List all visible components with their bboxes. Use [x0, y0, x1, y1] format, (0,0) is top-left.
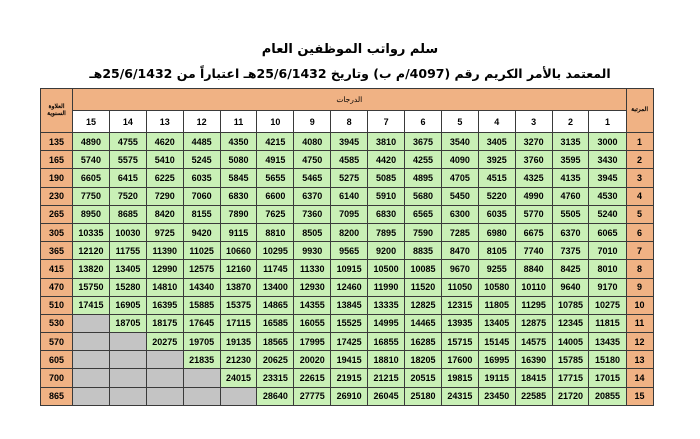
salary-cell: 9255: [478, 260, 515, 278]
salary-cell: 20020: [294, 351, 331, 369]
rank-cell: 3: [626, 169, 653, 187]
allowance-cell: 190: [41, 169, 73, 187]
salary-cell: 4990: [515, 187, 552, 205]
salary-cell: 14355: [294, 296, 331, 314]
salary-cell: 5080: [220, 151, 257, 169]
allowance-cell: 265: [41, 205, 73, 223]
salary-cell: 16995: [478, 351, 515, 369]
salary-cell: 11295: [515, 296, 552, 314]
salary-cell: 8420: [146, 205, 183, 223]
salary-cell: 4255: [405, 151, 442, 169]
salary-cell: 21915: [331, 369, 368, 387]
salary-cell: 10785: [552, 296, 589, 314]
empty-cell: [146, 369, 183, 387]
salary-cell: 13870: [220, 278, 257, 296]
salary-cell: 6370: [294, 187, 331, 205]
salary-cell: 15715: [441, 333, 478, 351]
salary-cell: 12160: [220, 260, 257, 278]
rank-cell: 14: [626, 369, 653, 387]
salary-cell: 19705: [183, 333, 220, 351]
salary-cell: 21835: [183, 351, 220, 369]
table-row: [41, 333, 654, 351]
salary-cell: 4530: [589, 187, 626, 205]
salary-cell: 3405: [478, 133, 515, 151]
salary-cell: 7010: [589, 242, 626, 260]
salary-cell: 3675: [405, 133, 442, 151]
salary-cell: 5505: [552, 205, 589, 223]
salary-cell: 28640: [257, 387, 294, 405]
salary-cell: 6035: [478, 205, 515, 223]
salary-cell: 7890: [220, 205, 257, 223]
salary-cell: 15375: [220, 296, 257, 314]
salary-cell: 6140: [331, 187, 368, 205]
table-row: [41, 296, 654, 314]
salary-cell: 16390: [515, 351, 552, 369]
grade-number-cell: 11: [220, 111, 257, 133]
salary-cell: 10335: [73, 223, 110, 241]
grade-number-cell: 6: [405, 111, 442, 133]
salary-cell: 12990: [146, 260, 183, 278]
salary-cell: 4515: [478, 169, 515, 187]
table-row: [41, 369, 654, 387]
salary-cell: 11025: [183, 242, 220, 260]
salary-cell: 10915: [331, 260, 368, 278]
salary-cell: 3810: [368, 133, 405, 151]
salary-cell: 24315: [441, 387, 478, 405]
rank-cell: 13: [626, 351, 653, 369]
salary-cell: 9640: [552, 278, 589, 296]
salary-cell: 12825: [405, 296, 442, 314]
grade-number-cell: 15: [73, 111, 110, 133]
salary-cell: 11330: [294, 260, 331, 278]
salary-cell: 7520: [109, 187, 146, 205]
rank-cell: 9: [626, 278, 653, 296]
salary-cell: 17425: [331, 333, 368, 351]
salary-cell: 24015: [220, 369, 257, 387]
rank-cell: 2: [626, 151, 653, 169]
salary-cell: 16395: [146, 296, 183, 314]
salary-cell: 6415: [109, 169, 146, 187]
salary-cell: 9565: [331, 242, 368, 260]
salary-cell: 3595: [552, 151, 589, 169]
salary-cell: 16585: [257, 314, 294, 332]
rank-cell: 7: [626, 242, 653, 260]
salary-cell: 15280: [109, 278, 146, 296]
empty-cell: [73, 369, 110, 387]
salary-cell: 15180: [589, 351, 626, 369]
salary-cell: 12120: [73, 242, 110, 260]
salary-cell: 12460: [331, 278, 368, 296]
salary-cell: 4620: [146, 133, 183, 151]
empty-cell: [183, 369, 220, 387]
salary-cell: 15785: [552, 351, 589, 369]
salary-cell: 9725: [146, 223, 183, 241]
salary-cell: 6830: [368, 205, 405, 223]
salary-cell: 18810: [368, 351, 405, 369]
salary-cell: 17645: [183, 314, 220, 332]
grade-number-cell: 13: [146, 111, 183, 133]
salary-cell: 14575: [515, 333, 552, 351]
salary-cell: 3430: [589, 151, 626, 169]
salary-cell: 9930: [294, 242, 331, 260]
allowance-cell: 605: [41, 351, 73, 369]
salary-cell: 26910: [331, 387, 368, 405]
allowance-cell: 230: [41, 187, 73, 205]
salary-table: [40, 88, 654, 406]
salary-cell: 4090: [441, 151, 478, 169]
salary-cell: 6830: [220, 187, 257, 205]
salary-cell: 19415: [331, 351, 368, 369]
salary-cell: 9115: [220, 223, 257, 241]
table-row: [41, 169, 654, 187]
salary-cell: 8470: [441, 242, 478, 260]
grade-number-cell: 8: [331, 111, 368, 133]
salary-cell: 16285: [405, 333, 442, 351]
salary-cell: 5240: [589, 205, 626, 223]
allowance-cell: 510: [41, 296, 73, 314]
table-row: [41, 151, 654, 169]
salary-cell: 12315: [441, 296, 478, 314]
salary-cell: 6300: [441, 205, 478, 223]
rank-cell: 12: [626, 333, 653, 351]
salary-cell: 20515: [405, 369, 442, 387]
grade-number-cell: 4: [478, 111, 515, 133]
salary-cell: 9670: [441, 260, 478, 278]
table-row: [41, 387, 654, 405]
empty-cell: [109, 387, 146, 405]
salary-cell: 18705: [109, 314, 146, 332]
rank-cell: 4: [626, 187, 653, 205]
salary-cell: 11520: [405, 278, 442, 296]
grade-number-cell: 7: [368, 111, 405, 133]
salary-cell: 17115: [220, 314, 257, 332]
allowance-cell: 365: [41, 242, 73, 260]
table-row: [41, 260, 654, 278]
salary-cell: 7740: [515, 242, 552, 260]
salary-cell: 4705: [441, 169, 478, 187]
salary-cell: 5680: [405, 187, 442, 205]
empty-cell: [183, 387, 220, 405]
table-row: [41, 314, 654, 332]
salary-cell: 6980: [478, 223, 515, 241]
table-row: [41, 187, 654, 205]
salary-cell: 5770: [515, 205, 552, 223]
empty-cell: [109, 351, 146, 369]
rank-cell: 6: [626, 223, 653, 241]
grade-number-cell: 10: [257, 111, 294, 133]
salary-cell: 10030: [109, 223, 146, 241]
allowance-cell: 700: [41, 369, 73, 387]
salary-cell: 6605: [73, 169, 110, 187]
salary-cell: 4755: [109, 133, 146, 151]
salary-cell: 16905: [109, 296, 146, 314]
salary-cell: 7290: [146, 187, 183, 205]
salary-cell: 5740: [73, 151, 110, 169]
salary-cell: 5245: [183, 151, 220, 169]
salary-cell: 4585: [331, 151, 368, 169]
salary-cell: 4485: [183, 133, 220, 151]
salary-cell: 3000: [589, 133, 626, 151]
empty-cell: [109, 333, 146, 351]
salary-cell: 12875: [515, 314, 552, 332]
salary-cell: 11990: [368, 278, 405, 296]
salary-cell: 10295: [257, 242, 294, 260]
salary-cell: 19115: [478, 369, 515, 387]
allowance-cell: 415: [41, 260, 73, 278]
salary-cell: 10500: [368, 260, 405, 278]
grade-number-row: [41, 111, 654, 133]
salary-cell: 5655: [257, 169, 294, 187]
salary-cell: 9200: [368, 242, 405, 260]
salary-cell: 8835: [405, 242, 442, 260]
salary-cell: 22615: [294, 369, 331, 387]
salary-cell: 4215: [257, 133, 294, 151]
salary-cell: 5575: [109, 151, 146, 169]
salary-cell: 9170: [589, 278, 626, 296]
salary-cell: 12345: [552, 314, 589, 332]
rank-cell: 10: [626, 296, 653, 314]
grade-number-cell: 12: [183, 111, 220, 133]
salary-cell: 7895: [368, 223, 405, 241]
grade-number-cell: 3: [515, 111, 552, 133]
salary-cell: 20625: [257, 351, 294, 369]
salary-cell: 20855: [589, 387, 626, 405]
salary-cell: 13435: [589, 333, 626, 351]
salary-cell: 21230: [220, 351, 257, 369]
salary-cell: 4750: [294, 151, 331, 169]
header-row: [41, 89, 654, 111]
salary-cell: 12575: [183, 260, 220, 278]
salary-cell: 7095: [331, 205, 368, 223]
salary-cell: 14810: [146, 278, 183, 296]
rank-cell: 11: [626, 314, 653, 332]
empty-cell: [73, 314, 110, 332]
salary-cell: 23315: [257, 369, 294, 387]
salary-cell: 13935: [441, 314, 478, 332]
salary-cell: 14995: [368, 314, 405, 332]
salary-cell: 10275: [589, 296, 626, 314]
salary-cell: 11390: [146, 242, 183, 260]
salary-cell: 4080: [294, 133, 331, 151]
salary-cell: 13845: [331, 296, 368, 314]
allowance-cell: 135: [41, 133, 73, 151]
salary-cell: 3270: [515, 133, 552, 151]
salary-cell: 6225: [146, 169, 183, 187]
salary-cell: 17415: [73, 296, 110, 314]
rank-header: المرتبة: [626, 89, 653, 133]
salary-cell: 15750: [73, 278, 110, 296]
salary-cell: 17015: [589, 369, 626, 387]
salary-cell: 21720: [552, 387, 589, 405]
empty-cell: [146, 387, 183, 405]
salary-cell: 17715: [552, 369, 589, 387]
salary-cell: 5845: [220, 169, 257, 187]
salary-cell: 6035: [183, 169, 220, 187]
table-row: [41, 223, 654, 241]
salary-cell: 16855: [368, 333, 405, 351]
salary-cell: 4135: [552, 169, 589, 187]
salary-cell: 11745: [257, 260, 294, 278]
salary-cell: 19815: [441, 369, 478, 387]
salary-cell: 8810: [257, 223, 294, 241]
salary-cell: 5275: [331, 169, 368, 187]
salary-cell: 14865: [257, 296, 294, 314]
salary-cell: 6675: [515, 223, 552, 241]
salary-cell: 8155: [183, 205, 220, 223]
rank-cell: 8: [626, 260, 653, 278]
grade-number-cell: 5: [441, 111, 478, 133]
salary-cell: 3135: [552, 133, 589, 151]
salary-cell: 4915: [257, 151, 294, 169]
salary-cell: 17995: [294, 333, 331, 351]
salary-cell: 5410: [146, 151, 183, 169]
salary-cell: 18205: [405, 351, 442, 369]
salary-cell: 7375: [552, 242, 589, 260]
salary-cell: 5085: [368, 169, 405, 187]
salary-cell: 11815: [589, 314, 626, 332]
salary-cell: 15145: [478, 333, 515, 351]
grade-number-cell: 14: [109, 111, 146, 133]
table-row: [41, 242, 654, 260]
table-row: [41, 133, 654, 151]
salary-cell: 20275: [146, 333, 183, 351]
page-subtitle: المعتمد بالأمر الكريم رقم (4097/م ب) وتاريخ 25/6/1432هـ اعتباراً من 25/6/1432هـ: [89, 66, 611, 81]
grades-header: الدرجات: [73, 89, 627, 111]
salary-cell: 23450: [478, 387, 515, 405]
salary-cell: 19135: [220, 333, 257, 351]
salary-cell: 18565: [257, 333, 294, 351]
salary-cell: 10110: [515, 278, 552, 296]
salary-cell: 7360: [294, 205, 331, 223]
salary-cell: 7625: [257, 205, 294, 223]
salary-cell: 4890: [73, 133, 110, 151]
salary-cell: 8950: [73, 205, 110, 223]
salary-cell: 18175: [146, 314, 183, 332]
salary-cell: 14465: [405, 314, 442, 332]
salary-cell: 12930: [294, 278, 331, 296]
salary-cell: 13405: [478, 314, 515, 332]
salary-cell: 3945: [589, 169, 626, 187]
salary-cell: 21215: [368, 369, 405, 387]
empty-cell: [73, 333, 110, 351]
salary-cell: 4895: [405, 169, 442, 187]
allowance-cell: 530: [41, 314, 73, 332]
salary-cell: 5910: [368, 187, 405, 205]
table-body: [41, 133, 654, 406]
salary-cell: 25180: [405, 387, 442, 405]
salary-cell: 8840: [515, 260, 552, 278]
salary-cell: 13405: [109, 260, 146, 278]
salary-cell: 3925: [478, 151, 515, 169]
salary-cell: 8105: [478, 242, 515, 260]
salary-cell: 7750: [73, 187, 110, 205]
salary-cell: 8685: [109, 205, 146, 223]
page-title: سلم رواتب الموظفين العام: [261, 42, 439, 57]
table-row: [41, 205, 654, 223]
salary-cell: 6065: [589, 223, 626, 241]
salary-cell: 8010: [589, 260, 626, 278]
allowance-cell: 165: [41, 151, 73, 169]
salary-cell: 5450: [441, 187, 478, 205]
salary-cell: 15525: [331, 314, 368, 332]
salary-cell: 14005: [552, 333, 589, 351]
salary-cell: 13335: [368, 296, 405, 314]
empty-cell: [146, 351, 183, 369]
salary-cell: 27775: [294, 387, 331, 405]
salary-cell: 9420: [183, 223, 220, 241]
salary-cell: 5465: [294, 169, 331, 187]
salary-cell: 7060: [183, 187, 220, 205]
salary-cell: 7590: [405, 223, 442, 241]
empty-cell: [73, 351, 110, 369]
empty-cell: [109, 369, 146, 387]
salary-cell: 13820: [73, 260, 110, 278]
salary-cell: 10580: [478, 278, 515, 296]
salary-cell: 17600: [441, 351, 478, 369]
salary-cell: 10660: [220, 242, 257, 260]
salary-cell: 11805: [478, 296, 515, 314]
allowance-cell: 305: [41, 223, 73, 241]
grade-number-cell: 1: [589, 111, 626, 133]
table-row: [41, 351, 654, 369]
salary-cell: 3540: [441, 133, 478, 151]
empty-cell: [73, 387, 110, 405]
salary-cell: 4420: [368, 151, 405, 169]
salary-cell: 14340: [183, 278, 220, 296]
salary-cell: 3760: [515, 151, 552, 169]
rank-cell: 15: [626, 387, 653, 405]
salary-cell: 8505: [294, 223, 331, 241]
salary-cell: 7285: [441, 223, 478, 241]
salary-cell: 3945: [331, 133, 368, 151]
salary-cell: 16055: [294, 314, 331, 332]
salary-cell: 22585: [515, 387, 552, 405]
allowance-cell: 570: [41, 333, 73, 351]
salary-cell: 6600: [257, 187, 294, 205]
salary-cell: 4760: [552, 187, 589, 205]
salary-cell: 11755: [109, 242, 146, 260]
rank-cell: 5: [626, 205, 653, 223]
salary-cell: 11050: [441, 278, 478, 296]
grade-number-cell: 9: [294, 111, 331, 133]
salary-cell: 10085: [405, 260, 442, 278]
salary-cell: 15885: [183, 296, 220, 314]
empty-cell: [220, 387, 257, 405]
salary-cell: 5220: [478, 187, 515, 205]
salary-cell: 8425: [552, 260, 589, 278]
salary-cell: 6565: [405, 205, 442, 223]
allowance-header: العلاوة السنوية: [41, 89, 73, 133]
salary-cell: 13400: [257, 278, 294, 296]
table-row: [41, 278, 654, 296]
salary-cell: 26045: [368, 387, 405, 405]
salary-cell: 8200: [331, 223, 368, 241]
salary-cell: 6370: [552, 223, 589, 241]
grade-number-cell: 2: [552, 111, 589, 133]
allowance-cell: 470: [41, 278, 73, 296]
salary-cell: 4350: [220, 133, 257, 151]
salary-cell: 4325: [515, 169, 552, 187]
allowance-cell: 865: [41, 387, 73, 405]
salary-cell: 18415: [515, 369, 552, 387]
rank-cell: 1: [626, 133, 653, 151]
